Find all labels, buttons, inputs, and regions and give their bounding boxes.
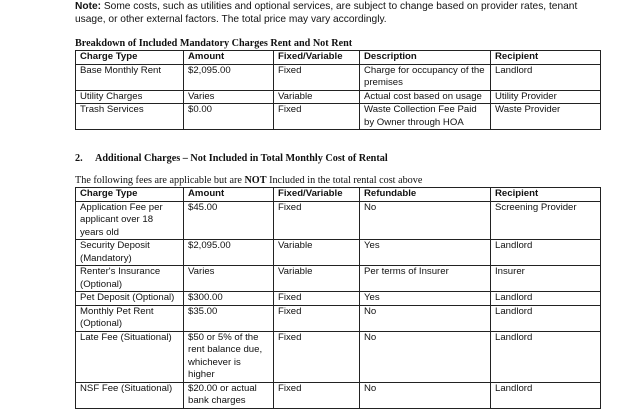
table1-title: Breakdown of Included Mandatory Charges Rent and Not Rent — [75, 38, 353, 49]
table-row — [76, 292, 601, 306]
note-text: Some costs, such as utilities and optional services, are subject to change based on provider rates, tenant usage, or other external factors. The total price may vary accordingly. — [75, 1, 578, 25]
table-cell: Fixed — [274, 331, 360, 382]
table-cell: No — [360, 382, 491, 408]
table-cell: No — [360, 305, 491, 331]
table-cell: Application Fee per applicant over 18 years old — [76, 201, 184, 240]
table-cell: Fixed — [274, 305, 360, 331]
column-header: Fixed/Variable — [274, 188, 360, 202]
table-cell: No — [360, 331, 491, 382]
column-header: Recipient — [491, 51, 601, 65]
table-cell: Landlord — [491, 240, 601, 266]
table-cell: Renter's Insurance (Optional) — [76, 266, 184, 292]
table-cell: Utility Charges — [76, 90, 184, 104]
section-number: 2. — [75, 153, 83, 164]
table-cell: $300.00 — [184, 292, 274, 306]
table-cell: Late Fee (Situational) — [76, 331, 184, 382]
table-cell: Monthly Pet Rent (Optional) — [76, 305, 184, 331]
table-row — [76, 90, 601, 104]
table-cell: Pet Deposit (Optional) — [76, 292, 184, 306]
section-2-heading — [75, 153, 388, 164]
table-header-row — [76, 188, 601, 202]
table-cell: Charge for occupancy of the premises — [360, 64, 491, 90]
table-header-row — [76, 51, 601, 65]
column-header: Refundable — [360, 188, 491, 202]
table-row — [76, 201, 601, 240]
table-cell: $0.00 — [184, 104, 274, 130]
table-cell: Landlord — [491, 305, 601, 331]
table-cell: Landlord — [491, 382, 601, 408]
table-cell: Fixed — [274, 64, 360, 90]
table-row — [76, 305, 601, 331]
table-row — [76, 382, 601, 408]
table-row — [76, 266, 601, 292]
table-cell: Waste Collection Fee Paid by Owner through HOA — [360, 104, 491, 130]
table-cell: $35.00 — [184, 305, 274, 331]
table-cell: Variable — [274, 266, 360, 292]
table-cell: $2,095.00 — [184, 240, 274, 266]
table-cell: Utility Provider — [491, 90, 601, 104]
table-cell: Variable — [274, 90, 360, 104]
column-header: Description — [360, 51, 491, 65]
intro-paragraph — [75, 175, 422, 186]
additional-charges-table — [75, 187, 601, 409]
column-header: Amount — [184, 188, 274, 202]
table-cell: $50 or 5% of the rent balance due, whichever is higher — [184, 331, 274, 382]
table-cell: Varies — [184, 266, 274, 292]
column-header: Amount — [184, 51, 274, 65]
table-cell: $20.00 or actual bank charges — [184, 382, 274, 408]
table-cell: Yes — [360, 292, 491, 306]
table-cell: Trash Services — [76, 104, 184, 130]
table-cell: Per terms of Insurer — [360, 266, 491, 292]
table-cell: Variable — [274, 240, 360, 266]
table-cell: Insurer — [491, 266, 601, 292]
table-row — [76, 331, 601, 382]
table-cell: Screening Provider — [491, 201, 601, 240]
table-cell: Landlord — [491, 292, 601, 306]
table-row — [76, 64, 601, 90]
intro-before: The following fees are applicable but are — [75, 175, 245, 186]
intro-bold: NOT — [244, 175, 267, 186]
table-cell: Fixed — [274, 292, 360, 306]
intro-after: Included in the total rental cost above — [266, 175, 423, 186]
table-row — [76, 104, 601, 130]
column-header: Fixed/Variable — [274, 51, 360, 65]
table-cell: Yes — [360, 240, 491, 266]
column-header: Charge Type — [76, 188, 184, 202]
table-cell: Security Deposit (Mandatory) — [76, 240, 184, 266]
column-header: Recipient — [491, 188, 601, 202]
table-cell: Fixed — [274, 382, 360, 408]
table-cell: Waste Provider — [491, 104, 601, 130]
note-label: Note: — [75, 1, 102, 12]
table-cell: Varies — [184, 90, 274, 104]
included-charges-table — [75, 50, 601, 130]
table-cell: Fixed — [274, 201, 360, 240]
table-cell: Base Monthly Rent — [76, 64, 184, 90]
table-cell: Landlord — [491, 331, 601, 382]
note-paragraph — [75, 0, 595, 26]
table-row — [76, 240, 601, 266]
table-cell: $2,095.00 — [184, 64, 274, 90]
table-cell: Landlord — [491, 64, 601, 90]
table-cell: $45.00 — [184, 201, 274, 240]
section-title: Additional Charges – Not Included in Total Monthly Cost of Rental — [95, 153, 388, 164]
table-cell: Fixed — [274, 104, 360, 130]
column-header: Charge Type — [76, 51, 184, 65]
table-cell: NSF Fee (Situational) — [76, 382, 184, 408]
table-cell: No — [360, 201, 491, 240]
table-cell: Actual cost based on usage — [360, 90, 491, 104]
